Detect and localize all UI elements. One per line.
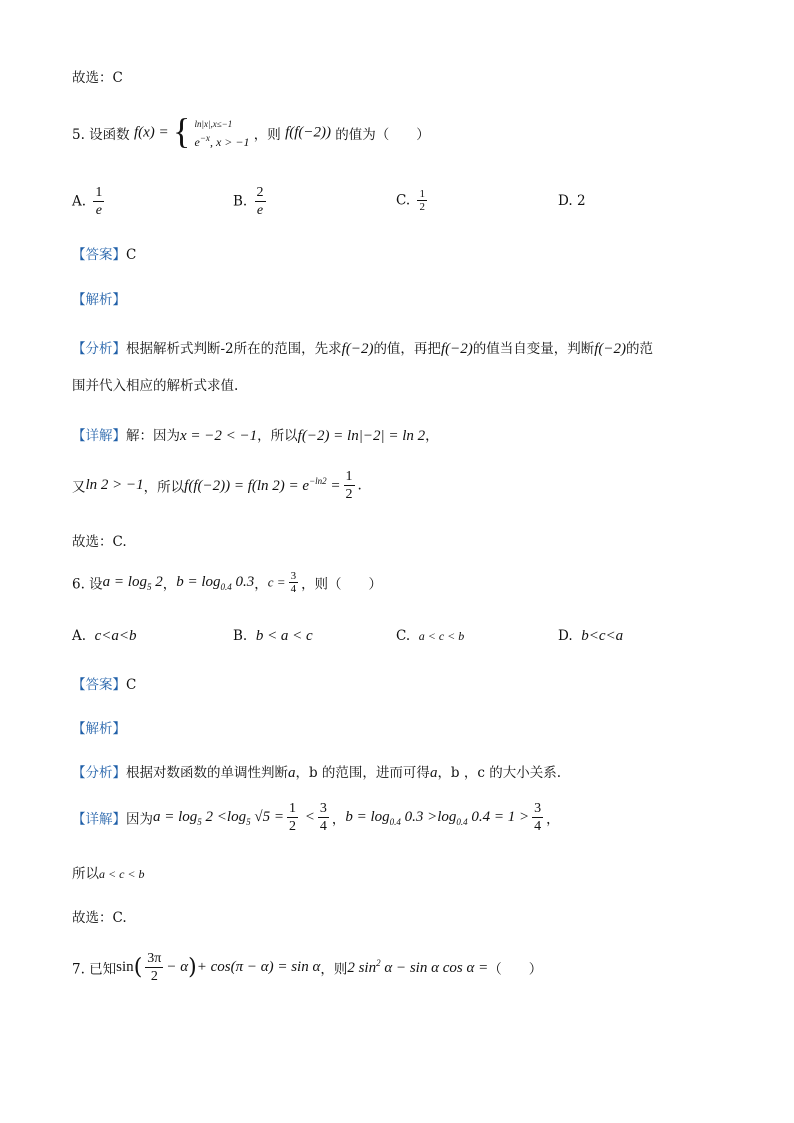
q5-option-d[interactable] [558, 193, 586, 209]
q6-ask: ，则（ ） [301, 576, 383, 593]
q7-sin: sin [116, 959, 134, 975]
q6-b-arg: 0.3 [231, 573, 255, 590]
q7-expr2: α − sin α cos α = [380, 960, 489, 976]
q6-detail [72, 800, 560, 835]
q6-a-base: 5 [146, 581, 152, 592]
q6-detail-tag: 【详解】 [72, 811, 126, 828]
q6-a-def: a = log [102, 573, 147, 590]
q6-sep-1: ， [162, 576, 177, 593]
q6-option-d-label: D. [558, 628, 573, 644]
q5-analysis-tag: 【解析】 [72, 292, 126, 308]
q5-option-c-label: C. [396, 192, 411, 209]
q5-detail-2a: 又 [72, 479, 86, 496]
q6-c-frac [289, 570, 299, 595]
q6-detail-4: √5 = [250, 808, 284, 825]
q6-option-d-value: b<c<a [581, 628, 624, 644]
q5-detail-2f: . [357, 477, 362, 494]
q6-option-c-label: C. [396, 628, 411, 644]
q5-option-a-frac [93, 184, 104, 219]
q5-answer [72, 243, 136, 263]
q6-fenxi-a: a [288, 765, 296, 781]
q6-detail-frac2-num: 3 [319, 801, 327, 816]
q6-fenxi [72, 761, 561, 782]
q6-fenxi-text3: ，b ，c 的大小关系. [437, 765, 562, 781]
q5-brace: { [172, 111, 191, 151]
q6-option-b-value: b < a < c [255, 628, 313, 644]
q5-piece1: ln|x|,x≤−1 [194, 119, 233, 129]
q6-so [72, 862, 145, 882]
q5-ask-pre: ，则 [253, 127, 281, 143]
q5-detail-tag: 【详解】 [72, 428, 126, 444]
q5-func-lhs: f(x) = [133, 124, 169, 141]
q5-option-b[interactable] [233, 184, 269, 219]
q5-option-d-label: D. [558, 193, 573, 209]
q7-frac-num: 3π [147, 951, 162, 966]
q7-then: ，则 [320, 961, 348, 978]
q6-option-a-label: A. [72, 628, 87, 644]
q5-pieces [195, 117, 250, 149]
q5-fenxi-line2: 围并代入相应的解析式求值. [72, 378, 239, 394]
q5-ask-post: 的值为（ ） [335, 127, 430, 143]
q7-sq: 2 [376, 958, 381, 968]
q6-detail-10: ， [546, 811, 560, 828]
q6-analysis-tag: 【解析】 [72, 721, 126, 737]
q5-fenxi [72, 337, 653, 358]
q5-option-c[interactable] [396, 188, 430, 213]
q5-detail-2-den: 2 [345, 487, 353, 502]
q5-detail-2b: ln 2 > −1 [85, 477, 144, 493]
q5-detail-1 [72, 424, 439, 445]
q5-detail-2exp: −ln2 [309, 476, 327, 486]
q6-c-num: 3 [290, 570, 297, 582]
q7-rest: + cos(π − α) = sin α [196, 959, 321, 975]
q7-ask: （ ） [488, 961, 543, 978]
q5-option-c-num: 1 [419, 188, 425, 200]
q6-so-expr: a < c < b [99, 867, 145, 881]
q5-fenxi-f2: f(−2) [440, 341, 473, 357]
q6-detail-frac3 [532, 800, 543, 835]
q5-detail-2d: f(f(−2)) = f(ln 2) = e [184, 478, 310, 494]
q6-c-def: c = [267, 574, 286, 590]
q6-option-c[interactable] [396, 628, 464, 644]
q5-fenxi-f3: f(−2) [594, 341, 626, 357]
q5-fenxi-tag: 【分析】 [72, 341, 126, 357]
q6-stem [72, 570, 382, 595]
q5-detail-2c: ，所以 [143, 479, 185, 496]
q5-piece2-exp: −x [199, 133, 210, 143]
q6-detail-3b: 5 [246, 816, 251, 827]
q7-number: 7. 已知 [72, 961, 117, 978]
q7-frac [145, 950, 163, 985]
q5-option-b-frac [255, 184, 266, 219]
q5-detail-2 [72, 468, 362, 503]
q6-option-b[interactable] [233, 628, 313, 645]
q6-a-arg: 2 [151, 573, 163, 590]
q5-option-a-num: 1 [95, 185, 103, 200]
q5-piece2-cond: , x > −1 [209, 135, 250, 149]
q5-stem [72, 112, 430, 158]
q6-detail-frac2 [318, 800, 329, 835]
q6-so-pre: 所以 [72, 866, 99, 882]
q7-expr: 2 sin [347, 960, 377, 976]
q6-conclusion: 故选：C. [72, 910, 127, 926]
q6-detail-frac2-den: 4 [319, 819, 327, 834]
q6-fenxi-a2: a [429, 765, 438, 781]
q6-detail-9: 0.4 = 1 > [467, 808, 530, 825]
q6-detail-2: a = log [153, 808, 198, 825]
q5-detail-1d: f(−2) = ln|−2| = ln 2 [297, 428, 426, 444]
q5-option-c-den: 2 [419, 201, 425, 213]
q5-answer-tag: 【答案】 [72, 247, 126, 263]
q7-minus-alpha: − α [166, 959, 189, 975]
q5-option-b-label: B. [233, 193, 248, 210]
q5-option-d-value: 2 [576, 193, 586, 209]
q5-piece2-base: e [194, 135, 200, 149]
q6-detail-8: 0.3 >log [400, 808, 457, 825]
q6-b-base: 0.4 [220, 581, 232, 592]
q6-detail-frac1-num: 1 [288, 801, 296, 816]
q6-b-def: b = log [176, 573, 221, 590]
q6-option-d[interactable] [558, 628, 623, 645]
q6-sep-2: ， [254, 576, 268, 593]
q5-number: 5. 设函数 [72, 127, 130, 143]
q5-detail-2-num: 1 [345, 469, 353, 484]
q4-conclusion: 故选：C [72, 70, 123, 86]
q6-detail-3: 2 <log [201, 808, 247, 825]
q7-stem [72, 950, 542, 985]
q5-option-b-num: 2 [256, 185, 264, 200]
q5-fenxi-f1: f(−2) [341, 341, 374, 357]
q5-fenxi-text3: 的值当自变量，判断 [472, 341, 595, 357]
q6-fenxi-text1: 根据对数函数的单调性判断 [126, 765, 288, 781]
q5-fenxi-text2: 的值，再把 [373, 341, 441, 357]
q6-fenxi-text2: ，b 的范围，进而可得 [295, 765, 430, 781]
q6-detail-7b: 0.4 [389, 816, 401, 827]
q6-detail-6: ， [331, 811, 346, 828]
q5-answer-value: C [126, 247, 137, 263]
q5-fenxi-text4: 的范 [626, 341, 653, 357]
q6-answer [72, 673, 136, 693]
q6-detail-frac1 [287, 800, 298, 835]
q5-detail-1b: x = −2 < −1 [180, 428, 258, 444]
q6-detail-frac1-den: 2 [288, 819, 296, 834]
q7-frac-den: 2 [150, 969, 158, 984]
q5-detail-1a: 解：因为 [126, 428, 180, 444]
q5-detail-2e: = [326, 478, 341, 494]
q6-option-a-value: c<a<b [94, 628, 137, 644]
q5-option-b-den: e [256, 203, 264, 218]
q6-detail-2b: 5 [197, 816, 202, 827]
q5-detail-1c: ，所以 [257, 428, 298, 444]
q6-answer-tag: 【答案】 [72, 677, 126, 693]
q5-conclusion: 故选：C. [72, 534, 127, 550]
q7-rparen: ) [188, 955, 197, 980]
q6-option-b-label: B. [233, 628, 248, 644]
q5-option-a-den: e [95, 203, 102, 218]
q5-detail-2-frac [344, 468, 355, 503]
q6-number: 6. 设 [72, 576, 103, 593]
q6-detail-1: 因为 [126, 811, 153, 828]
q5-option-a[interactable] [72, 184, 107, 219]
q6-fenxi-tag: 【分析】 [72, 765, 126, 781]
q5-option-c-frac [417, 188, 427, 213]
q7-lparen: ( [133, 955, 143, 980]
q5-ask-expr: f(f(−2)) [285, 124, 331, 141]
q6-detail-7: b = log [345, 808, 390, 825]
q5-fenxi-text1: 根据解析式判断-2所在的范围，先求 [126, 341, 342, 357]
q6-detail-5: < [300, 809, 315, 825]
q6-option-c-value: a < c < b [418, 629, 465, 643]
q6-detail-8b: 0.4 [456, 816, 468, 827]
q5-detail-1e: ， [425, 428, 439, 444]
q5-option-a-label: A. [72, 193, 87, 210]
q6-detail-frac3-den: 4 [534, 819, 542, 834]
q6-option-a[interactable] [72, 628, 137, 645]
q6-c-den: 4 [290, 583, 297, 595]
q6-detail-frac3-num: 3 [534, 801, 542, 816]
q6-answer-value: C [126, 677, 137, 693]
